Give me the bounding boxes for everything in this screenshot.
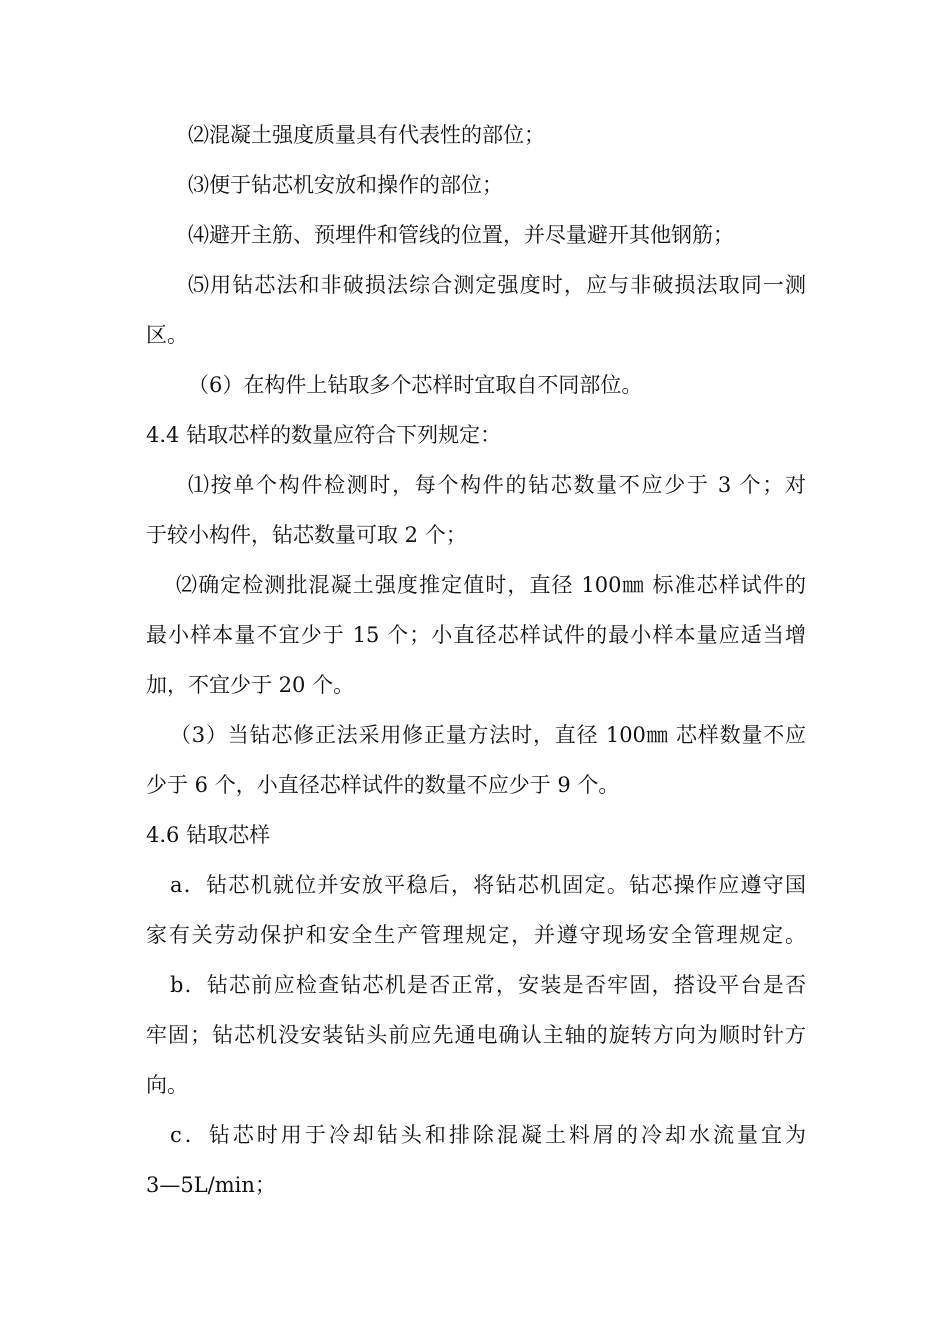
paragraph-line: 少于 6 个，小直径芯样试件的数量不应少于 9 个。 <box>146 773 620 797</box>
paragraph-line: 家有关劳动保护和安全生产管理规定，并遵守现场安全管理规定。 <box>146 923 806 947</box>
paragraph-line: 3—5L/min； <box>146 1173 276 1197</box>
paragraph-line: ⑵混凝土强度质量具有代表性的部位； <box>188 123 545 147</box>
paragraph-line: 区。 <box>146 323 188 347</box>
paragraph-line: b．钻芯前应检查钻芯机是否正常，安装是否牢固，搭设平台是否 <box>170 973 806 997</box>
paragraph-line: 牢固；钻芯机没安装钻头前应先通电确认主轴的旋转方向为顺时针方 <box>146 1023 806 1047</box>
section-heading: 4.6 钻取芯样 <box>146 823 271 847</box>
section-heading: 4.4 钻取芯样的数量应符合下列规定： <box>146 423 502 447</box>
paragraph-line: ⑵确定检测批混凝土强度推定值时，直径 100㎜ 标准芯样试件的 <box>176 573 806 597</box>
paragraph-line: （3）当钻芯修正法采用修正量方法时，直径 100㎜ 芯样数量不应 <box>170 723 806 747</box>
paragraph-line: ⑴按单个构件检测时，每个构件的钻芯数量不应少于 3 个；对 <box>188 473 806 497</box>
paragraph-line: 向。 <box>146 1073 188 1097</box>
paragraph-line: ⑶便于钻芯机安放和操作的部位； <box>188 173 503 197</box>
paragraph-line: a．钻芯机就位并安放平稳后，将钻芯机固定。钻芯操作应遵守国 <box>170 873 806 897</box>
paragraph-line: 于较小构件，钻芯数量可取 2 个； <box>146 523 467 547</box>
paragraph-line: 最小样本量不宜少于 15 个；小直径芯样试件的最小样本量应适当增 <box>146 623 806 647</box>
paragraph-line: 加，不宜少于 20 个。 <box>146 673 355 697</box>
paragraph-line: （6）在构件上钻取多个芯样时宜取自不同部位。 <box>188 373 643 397</box>
paragraph-line: ⑸用钻芯法和非破损法综合测定强度时，应与非破损法取同一测 <box>188 273 806 297</box>
paragraph-line: c．钻芯时用于冷却钻头和排除混凝土料屑的冷却水流量宜为 <box>170 1123 806 1147</box>
paragraph-line: ⑷避开主筋、预埋件和管线的位置，并尽量避开其他钢筋； <box>188 223 734 247</box>
